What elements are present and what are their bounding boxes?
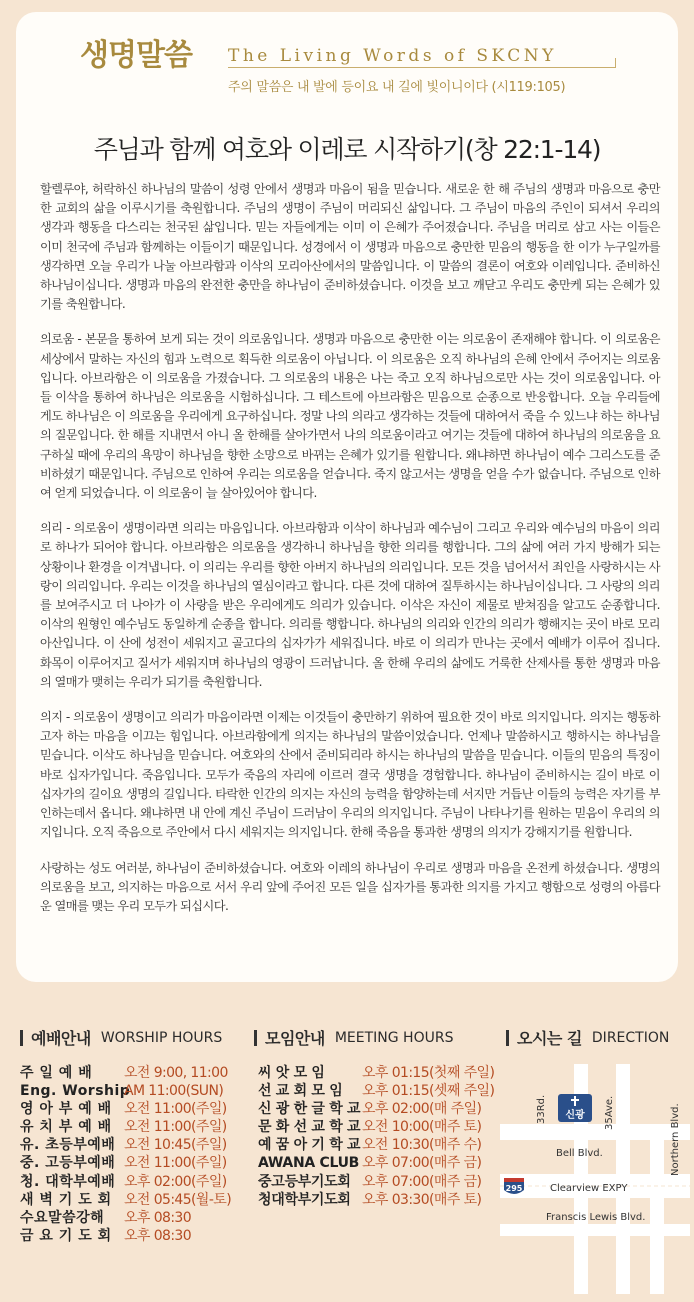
ave35-label: 35Ave.: [604, 1095, 615, 1130]
service-time: 오전 11:00(주일): [124, 1119, 227, 1136]
paragraph: 의로움 - 본문을 통하여 보게 되는 것이 의로움입니다. 생명과 마음으로 충만한 이는 의로움이 존재해야 합니다. 이 의로움은 세상에서 말하는 자신의 힘과 노력으로 획득한 의로움이 아닙니다. 이 의로움은 오직 하나님의 은혜 안에서 주어지는 의로움입니다. 아브라함은 이 의로움을 가졌습니다. 그 의로움의 내용은 나는 죽고 오직 하나님으로만 사는 것이 의로움입니다. 아들 이삭을 통하여 하나님은 의로움을 시험하십니다. 그 테스트에 아브라함은 믿음으로 순종으로 반응합니다. 오늘 우리들에게도 하나님은 이 의로움을 우리에게 요구하십니다. 정말 나의 의라고 생각하는 것들에 대하여서 죽을 수 있느냐 하는 하나님의 질문입니다. 한 해를 지내면서 아니 올 한해를 살아가면서 나의 의로움이라고 여기는 것들에 대하여 하나님의 의로움을 요구하실 때에 우리의 욕망이 하나님을 향한 소망으로 바뀌는 은혜가 있기를 원합니다. 왜냐하면 하나님이 예수 그리스도를 준비하셨기 때문입니다. 주님으로 인하여 우리는 의로움을 얻습니다. 죽지 않고서는 생명을 얻을 수가 없습니다. 주님으로 인하여 얻게 되었습니다. 이 의로움이 늘 살아있어야 합니다.: [40, 332, 660, 501]
service-name: 금 요 기 도 회: [20, 1227, 112, 1244]
service-name: 영 아 부 예 배: [20, 1101, 112, 1118]
worship-schedule: [20, 1064, 231, 1245]
schedule-row: [258, 1082, 494, 1100]
header-rule: [228, 67, 616, 68]
schedule-row: [20, 1136, 231, 1154]
sermon-body: [40, 180, 660, 932]
direction-heading-en: DIRECTION: [591, 1029, 670, 1046]
heading-bar: [506, 1030, 509, 1046]
service-time: 오전 11:00(주일): [124, 1155, 227, 1172]
schedule-row: [258, 1118, 494, 1136]
meeting-heading-ko: 모임안내: [265, 1029, 325, 1048]
service-name: 유. 초등부예배: [20, 1137, 116, 1154]
worship-heading: [20, 1026, 222, 1049]
meeting-time: 오후 03:30(매주 토): [362, 1191, 482, 1208]
schedule-row: [258, 1191, 494, 1209]
meeting-time: 오후 07:00(매주 금): [362, 1155, 482, 1172]
meeting-name: 중고등부기도회: [258, 1173, 351, 1190]
service-time: 오전 05:45(월-토): [124, 1191, 232, 1208]
service-name: Eng. Worship: [20, 1083, 131, 1100]
meeting-name: 문 화 선 교 학 교: [258, 1119, 361, 1136]
paragraph: 의지 - 의로움이 생명이고 의리가 마음이라면 이제는 이것들이 충만하기 위하여 필요한 것이 바로 의지입니다. 의지는 행동하고자 하는 마음을 이끄는 힘입니다. 아브라함에게 의지는 하나님의 말씀이었습니다. 언제나 말씀하시고 행하시는 하나님을 믿습니다. 이삭도 하나님을 믿습니다. 여호와의 산에서 준비되리라 하시는 하나님의 말씀을 믿습니다. 이들의 믿음의 특징이 바로 십자가입니다. 죽음입니다. 모두가 죽음의 자리에 이르러 결국 생명을 경험합니다. 하나님이 준비하시는 길이 바로 이 십자가의 길이요 생명의 길입니다. 타락한 인간의 의지는 자신의 능력을 함양하는데 서지만 거듭난 이들의 능력은 자기를 부인하는데서 옵니다. 왜냐하면 내 안에 계신 주님이 드러남이 우리의 의지입니다. 주님이 나타나기를 원하는 믿음이 우리의 의지입니다. 오직 죽음으로 주안에서 다시 세워지는 의지입니다. 한해 죽음을 통과한 생명의 의지가 강해지기를 원합니다.: [40, 710, 660, 840]
direction-heading-ko: 오시는 길: [517, 1029, 582, 1048]
service-time: 오전 11:00(주일): [124, 1101, 227, 1118]
service-name: 유 치 부 예 배: [20, 1119, 112, 1136]
meeting-name: AWANA CLUB: [258, 1155, 360, 1172]
paragraph: 사랑하는 성도 여러분, 하나님이 준비하셨습니다. 여호와 이레의 하나님이 우리로 생명과 마음을 온전케 하셨습니다. 생명의 의로움을 보고, 의지하는 마음으로 서서 우리 앞에 주어진 모든 일을 십자가를 통과한 의지를 가지고 행함으로 성령의 아름다운 열매를 맺는 우리 모두가 되십시다.: [40, 860, 660, 913]
brand-title: 생명말씀: [80, 38, 192, 73]
service-time: AM 11:00(SUN): [124, 1083, 224, 1100]
schedule-row: [20, 1064, 231, 1082]
schedule-row: [258, 1173, 494, 1191]
schedule-row: [258, 1136, 494, 1154]
schedule-row: [20, 1173, 231, 1191]
meeting-heading: [254, 1026, 453, 1049]
meeting-name: 선 교 회 모 임: [258, 1083, 343, 1100]
bell-label: Bell Blvd.: [556, 1148, 603, 1159]
meeting-time: 오전 10:00(매주 토): [362, 1119, 482, 1136]
service-time: 오후 08:30: [124, 1209, 192, 1226]
interstate-shield-icon: [504, 1178, 524, 1194]
header-rule-end: [608, 58, 616, 68]
direction-heading: [506, 1026, 669, 1049]
paragraph: 의리 - 의로움이 생명이라면 의리는 마음입니다. 아브라함과 이삭이 하나님과 예수님이 그리고 우리와 예수님의 마음이 의리로 하나가 되어야 합니다. 아브라함은 의로움을 생각하니 하나님을 향한 의리를 행합니다. 그의 삶에 여러 가지 방해가 되는 상황이나 환경을 이겨냅니다. 이 의리는 우리를 향한 아버지 하나님의 의리입니다. 모든 것을 넘어서서 죄인을 사랑하시는 사랑이 의리입니다. 우리는 이것을 하나님의 열심이라고 합니다. 다른 것에 대하여 질투하시는 하나님이십니다. 그 사랑의 의리를 보여주시고 더 나아가 이 사랑을 받은 우리에게도 의리가 있습니다. 이삭은 자신이 제물로 받쳐짐을 알고도 순종합니다. 이삭의 원형인 예수님도 동일하게 순종을 합니다. 의리를 행합니다. 하나님의 의리와 인간의 의리가 행해지는 곳이 바로 모리아산입니다. 이 산에 성전이 세워지고 골고다의 십자가가 세워집니다. 바로 이 의리가 만나는 곳에서 예배가 이루어 집니다. 화목이 이루어지고 질서가 세워지며 하나님의 영광이 드러납니다. 올 한해 우리의 삶에도 거룩한 산제사를 통한 생명과 마음의 열매가 맺히는 우리가 되기를 축원합니다.: [40, 521, 660, 689]
schedule-row: [20, 1100, 231, 1118]
franscis-label: Franscis Lewis Blvd.: [546, 1212, 646, 1223]
worship-heading-ko: 예배안내: [31, 1029, 91, 1048]
schedule-row: [20, 1118, 231, 1136]
service-time: 오후 02:00(주일): [124, 1173, 227, 1190]
service-name: 청. 대학부예배: [20, 1173, 116, 1190]
schedule-row: [20, 1227, 231, 1245]
service-name: 새 벽 기 도 회: [20, 1191, 112, 1208]
ave35-road: [616, 1064, 630, 1294]
worship-heading-en: WORSHIP HOURS: [100, 1029, 223, 1046]
service-name: 주 일 예 배: [20, 1065, 93, 1081]
clearview-label: Clearview EXPY: [550, 1183, 628, 1194]
service-time: 오전 10:45(주일): [124, 1137, 227, 1154]
meeting-time: 오후 01:15(셋째 주일): [362, 1083, 495, 1100]
service-name: 중. 고등부예배: [20, 1155, 116, 1172]
paragraph: 할렐루야, 허락하신 하나님의 말씀이 성령 안에서 생명과 마음이 됨을 믿습니다. 새로운 한 해 주님의 생명과 마음으로 충만한 교회의 삶을 이루시기를 축원합니다. 주님의 생명이 주님이 머리되신 삶입니다. 그 주님이 마음의 주인이 되셔서 우리의 생각과 행동을 다스리는 천국된 삶입니다. 믿는 자들에게는 이미 이 은혜가 주어졌습니다. 주님을 머리로 삼고 사는 이들은 이미 천국에 주님과 함께하는 이들이기 때문입니다. 성경에서 이 생명과 마음으로 충만한 믿음의 행동을 한 이가 누구일까를 생각하면 오늘 우리가 나눌 아브라함과 이삭의 모리아산에서의 말씀입니다. 이 말씀의 결론이 여호와 이레입니다. 준비하신 하나님이십니다. 생명과 마음의 완전한 충만을 하나님이 준비하셨습니다. 이것을 보고 깨닫고 우리도 충만케 되는 은혜가 있기를 축원합니다.: [40, 182, 660, 312]
church-label: 신광: [565, 1110, 585, 1121]
direction-map: [500, 1064, 690, 1294]
schedule-row: [20, 1082, 231, 1100]
service-time: 오후 08:30: [124, 1227, 192, 1244]
heading-bar: [20, 1030, 23, 1046]
verse: 주의 말씀은 내 발에 등이요 내 길에 빛이니이다 (시119:105): [228, 80, 566, 95]
schedule-row: [20, 1191, 231, 1209]
meeting-name: 예 꿈 아 기 학 교: [258, 1137, 361, 1154]
meeting-name: 씨 앗 모 임: [258, 1065, 325, 1081]
schedule-row: [258, 1064, 494, 1082]
service-name: 수요말씀강해: [20, 1209, 105, 1226]
meeting-name: 청대학부기도회: [258, 1191, 351, 1208]
meeting-time: 오후 02:00(매 주일): [362, 1101, 482, 1118]
sermon-title: 주님과 함께 여호와 이레로 시작하기(창 22:1-14): [93, 135, 601, 164]
meeting-time: 오전 10:30(매주 수): [362, 1137, 482, 1154]
schedule-row: [20, 1209, 231, 1227]
meeting-heading-en: MEETING HOURS: [334, 1029, 454, 1046]
rd33-label: 33Rd.: [536, 1094, 547, 1124]
schedule-row: [20, 1154, 231, 1172]
heading-bar: [254, 1030, 257, 1046]
english-title: The Living Words of SKCNY: [228, 46, 557, 66]
schedule-row: [258, 1100, 494, 1118]
northern-road: [650, 1124, 664, 1294]
meeting-schedule: [258, 1064, 494, 1209]
schedule-row: [258, 1154, 494, 1172]
meeting-time: 오후 07:00(매주 금): [362, 1173, 482, 1190]
service-time: 오전 9:00, 11:00: [124, 1065, 228, 1081]
meeting-name: 신 광 한 글 학 교: [258, 1101, 361, 1118]
expy-number: 295: [505, 1184, 523, 1193]
northern-label: Northern Blvd.: [670, 1103, 681, 1176]
meeting-time: 오후 01:15(첫째 주일): [362, 1065, 495, 1081]
